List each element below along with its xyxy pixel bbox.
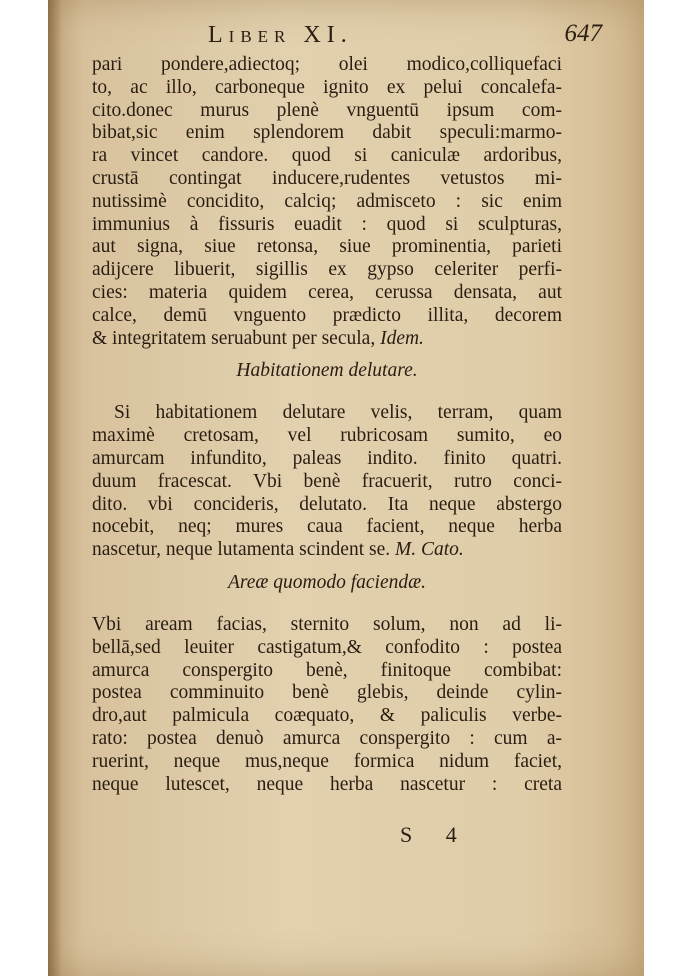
text-line-last (92, 328, 562, 351)
text-line: Vbi aream facias, sternito solum, non ad li- (92, 613, 562, 635)
text-block (92, 54, 562, 796)
page-number: 647 (564, 20, 602, 47)
text-line: adijcere libuerit, sigillis ex gypso celeriter perfi- (92, 259, 562, 281)
text-line: duum fracescat. Vbi benè fracuerit, rutro conci- (92, 470, 562, 492)
text-line: aut signa, siue retonsa, siue prominentia, parieti (92, 236, 562, 258)
source-attribution: M. Cato. (394, 539, 464, 561)
text-line: nutissimè concidito, calciq; admisceto : sic enim (92, 190, 562, 212)
text-line: maximè cretosam, vel rubricosam sumito, eo (92, 425, 562, 447)
text-line: amurcam infundito, paleas indito. finito quatri. (92, 447, 562, 469)
text-line: dito. vbi concideris, delutato. Ita neque abstergo (92, 493, 562, 515)
paragraph-2 (92, 402, 562, 562)
text-line: pari pondere,adiectoq; olei modico,colliquefaci (92, 54, 562, 75)
text-line-last (92, 539, 562, 562)
section-title: Habitationem delutare. (236, 360, 418, 382)
text-line: nocebit, neq; mures caua facient, neque herba (92, 516, 562, 538)
text-line: crustā contingat inducere,rudentes vetustos mi- (92, 167, 562, 189)
page-header (48, 18, 644, 54)
text-line: immunius à fissuris euadit : quod si sculpturas, (92, 213, 562, 235)
text-line: cito.donec murus plenè vnguentū ipsum com- (92, 99, 562, 121)
gutter-shadow (48, 0, 62, 976)
text-line: ra vincet candore. quod si caniculæ ardoribus, (92, 145, 562, 167)
text-line: dro,aut palmicula coæquato, & paliculis verbe- (92, 705, 562, 727)
text-line: neque lutescet, neque herba nascetur : creta (92, 773, 562, 795)
section-title: Areæ quomodo faciendæ. (227, 571, 427, 593)
signature-mark: S 4 (400, 822, 471, 847)
text-line: bibat,sic enim splendorem dabit speculi:marmo- (92, 122, 562, 144)
text-line: rato: postea denuò amurca conspergito : cum a- (92, 727, 562, 749)
text-line: amurca conspergito benè, finitoque combibat: (92, 659, 562, 681)
text-line: postea comminuito benè glebis, deinde cylin- (92, 682, 562, 704)
paragraph-1 (92, 54, 562, 350)
text-fragment: & integritatem seruabunt per secula, (92, 327, 376, 349)
text-line: ruerint, neque mus,neque formica nidum faciet, (92, 750, 562, 772)
source-attribution: Idem. (380, 327, 424, 349)
running-head: Liber XI. (208, 22, 353, 48)
book-page (48, 0, 644, 976)
paragraph-3 (92, 614, 562, 796)
text-line: calce, demū vnguento prædicto illita, decorem (92, 304, 562, 326)
text-line: Si habitationem delutare velis, terram, quam (114, 402, 562, 424)
text-fragment: nascetur, neque lutamenta scindent se. (92, 539, 391, 561)
text-line: to, ac illo, carboneque ignito ex pelui concalefa- (92, 76, 562, 98)
text-line: bellā,sed leuiter castigatum,& confodito : postea (92, 636, 562, 658)
text-line: cies: materia quidem cerea, cerussa densata, aut (92, 281, 562, 303)
